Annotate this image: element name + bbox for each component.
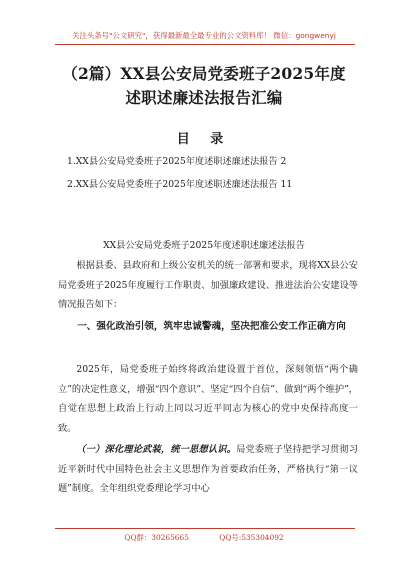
footer-qq-number: QQ号:535304092 <box>219 533 284 542</box>
footer <box>0 532 408 543</box>
document-title-line-1: （2篇）XX县公安局党委班子2025年度 <box>62 64 346 83</box>
paragraph-text: 局党委班子坚持把学习贯彻习近平新时代中国特色社会主义思想作为首要政治任务，严格执行“第一议题”制度。全年组织党委理论学习中心 <box>58 444 359 494</box>
body-paragraph: 2025年，局党委班子始终将政治建设置于首位，深刻领悟“两个确立”的决定性意义，增强“四个意识”、坚定“四个自信”、做到“两个维护”，自觉在思想上政治上行动上同以习近平同志为核心的党中央保持高度一致。 <box>58 364 358 434</box>
paragraph-lead-heading: （一）深化理论武装，统一思想认识。 <box>76 444 237 455</box>
toc-item[interactable]: 2.XX县公安局党委班子2025年度述职述廉述法报告 11 <box>67 179 293 190</box>
header-divider <box>55 44 355 45</box>
document-title <box>50 62 358 110</box>
header-banner: 关注头条号"公文研究"，获得最新最全最专业的公文资料库！ 微信：gongwenyj <box>72 31 336 40</box>
footer-qq-group: QQ群：30265665 <box>124 533 189 542</box>
heading-level-1: 一、强化政治引领，筑牢忠诚警魂，坚决把准公安工作正确方向 <box>77 321 346 332</box>
document-title-line-2: 述职述廉述法报告汇编 <box>125 88 283 107</box>
footer-divider <box>55 528 355 529</box>
toc-item[interactable]: 1.XX县公安局党委班子2025年度述职述廉述法报告 2 <box>67 156 287 167</box>
intro-paragraph: 根据县委、县政府和上级公安机关的统一部署和要求，现将XX县公安局党委班子2025年度履行工作职责、加强廉政建设、推进法治公安建设等情况报告如下： <box>58 260 358 310</box>
toc-title: 目 录 <box>176 132 232 147</box>
body-paragraph-with-lead <box>58 440 358 499</box>
section-heading: XX县公安局党委班子2025年度述职述廉述法报告 <box>103 240 305 251</box>
